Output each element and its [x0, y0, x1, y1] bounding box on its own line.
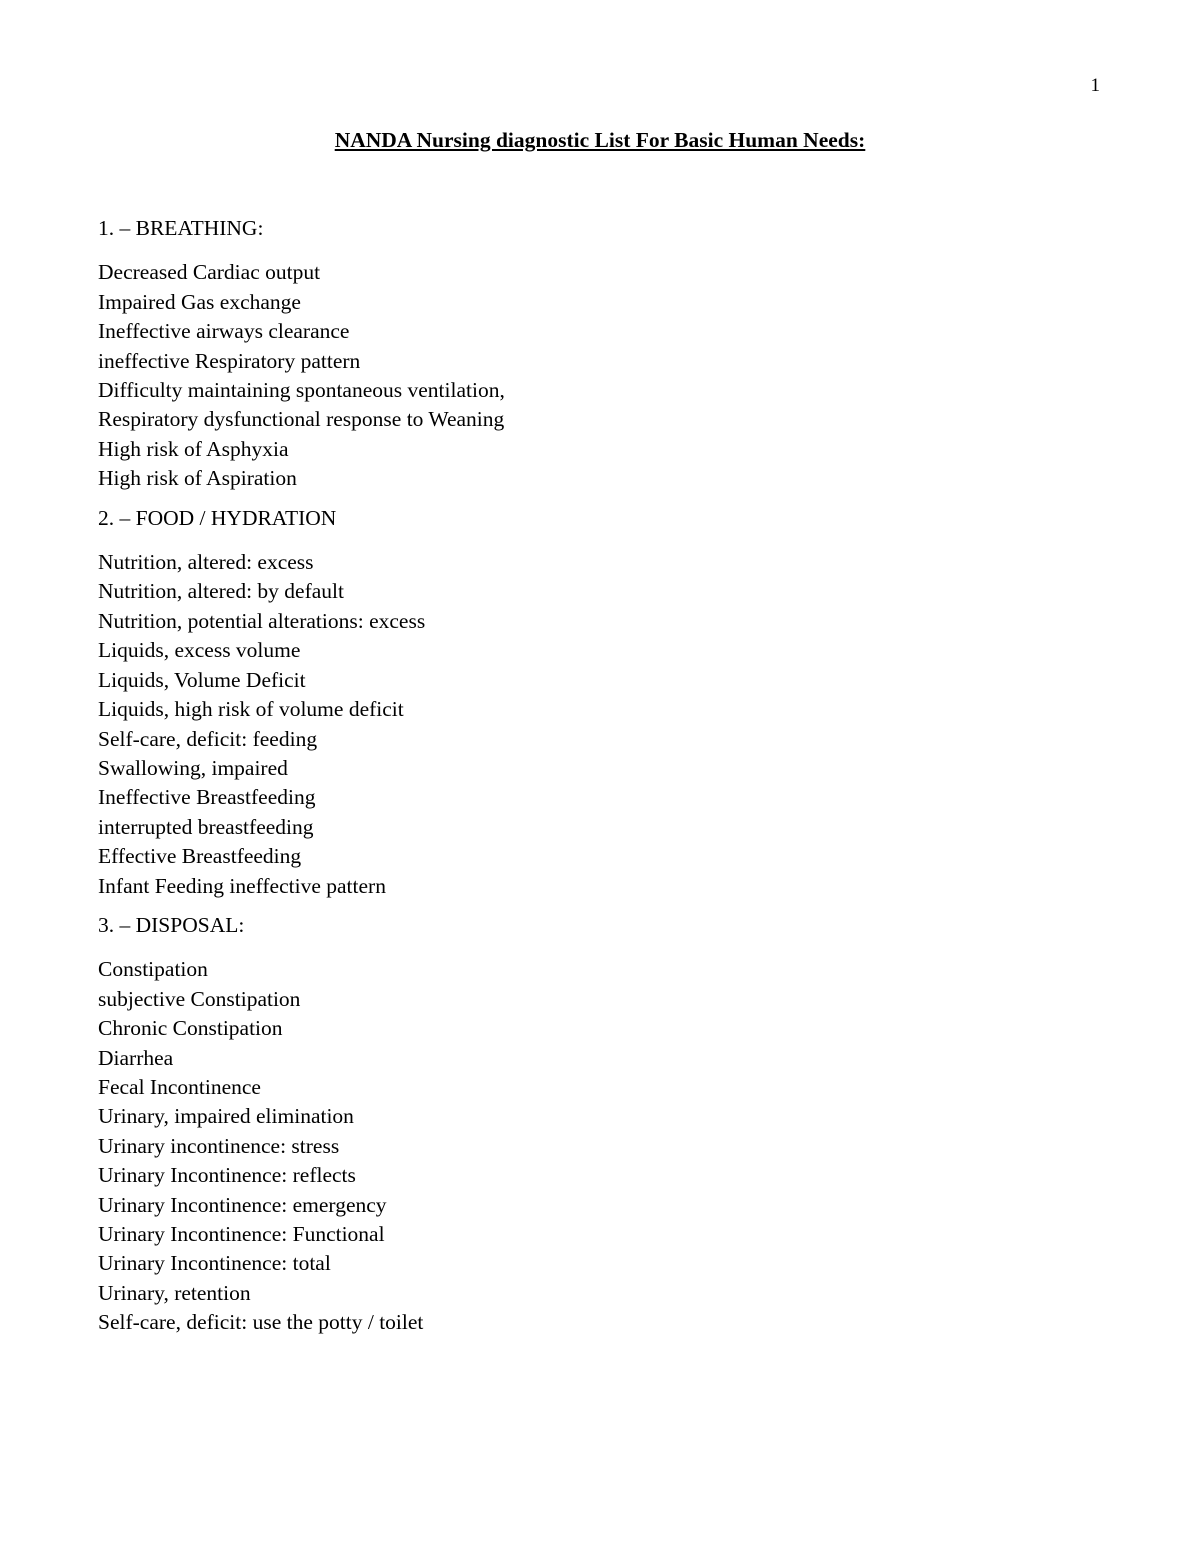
diagnosis-item: Fecal Incontinence — [98, 1074, 261, 1099]
section-food-hydration — [98, 504, 1098, 901]
diagnosis-item: Constipation — [98, 957, 208, 982]
diagnosis-item: Urinary incontinence: stress — [98, 1133, 340, 1158]
diagnosis-item: Respiratory dysfunctional response to Weaning — [98, 407, 505, 432]
page-number: 1 — [1090, 75, 1100, 96]
diagnosis-item: Urinary, impaired elimination — [98, 1104, 354, 1129]
diagnosis-item: Diarrhea — [98, 1045, 174, 1070]
section-heading: 1. – BREATHING: — [98, 216, 264, 240]
diagnosis-list — [98, 548, 1098, 901]
diagnosis-item: Ineffective Breastfeeding — [98, 785, 316, 810]
diagnosis-item: Urinary Incontinence: emergency — [98, 1192, 387, 1217]
diagnosis-item: Nutrition, altered: excess — [98, 550, 314, 575]
section-heading: 2. – FOOD / HYDRATION — [98, 505, 337, 530]
document-title: NANDA Nursing diagnostic List For Basic Human Needs: — [334, 128, 866, 152]
diagnosis-item: Urinary Incontinence: reflects — [98, 1163, 356, 1188]
section-breathing — [98, 214, 1098, 494]
diagnosis-item: Liquids, Volume Deficit — [98, 667, 306, 692]
diagnosis-item: High risk of Aspiration — [98, 466, 297, 491]
section-disposal — [98, 911, 1098, 1338]
diagnosis-item: Chronic Constipation — [98, 1016, 283, 1041]
diagnosis-item: Liquids, excess volume — [98, 638, 301, 663]
diagnosis-item: subjective Constipation — [98, 986, 301, 1011]
diagnosis-item: Urinary, retention — [98, 1280, 251, 1305]
diagnosis-list — [98, 258, 1098, 493]
diagnosis-item: Self-care, deficit: feeding — [98, 726, 318, 751]
diagnosis-item: Decreased Cardiac output — [98, 260, 321, 285]
section-heading: 3. – DISPOSAL: — [98, 912, 245, 937]
diagnosis-item: Liquids, high risk of volume deficit — [98, 697, 404, 722]
diagnosis-item: Ineffective airways clearance — [98, 319, 350, 344]
diagnosis-item: Urinary Incontinence: total — [98, 1251, 331, 1276]
diagnosis-item: Effective Breastfeeding — [98, 844, 302, 869]
diagnosis-item: Nutrition, potential alterations: excess — [98, 608, 426, 633]
diagnosis-item: ineffective Respiratory pattern — [98, 348, 361, 373]
diagnosis-item: Difficulty maintaining spontaneous ventilation, — [98, 378, 505, 403]
diagnosis-item: High risk of Asphyxia — [98, 436, 289, 461]
diagnosis-item: Impaired Gas exchange — [98, 289, 301, 314]
diagnosis-item: interrupted breastfeeding — [98, 814, 314, 839]
document-body — [98, 214, 1098, 1348]
diagnosis-list — [98, 955, 1098, 1337]
diagnosis-item: Infant Feeding ineffective pattern — [98, 873, 386, 898]
diagnosis-item: Urinary Incontinence: Functional — [98, 1222, 385, 1246]
diagnosis-item: Swallowing, impaired — [98, 755, 288, 780]
diagnosis-item: Self-care, deficit: use the potty / toilet — [98, 1310, 424, 1335]
diagnosis-item: Nutrition, altered: by default — [98, 579, 344, 604]
